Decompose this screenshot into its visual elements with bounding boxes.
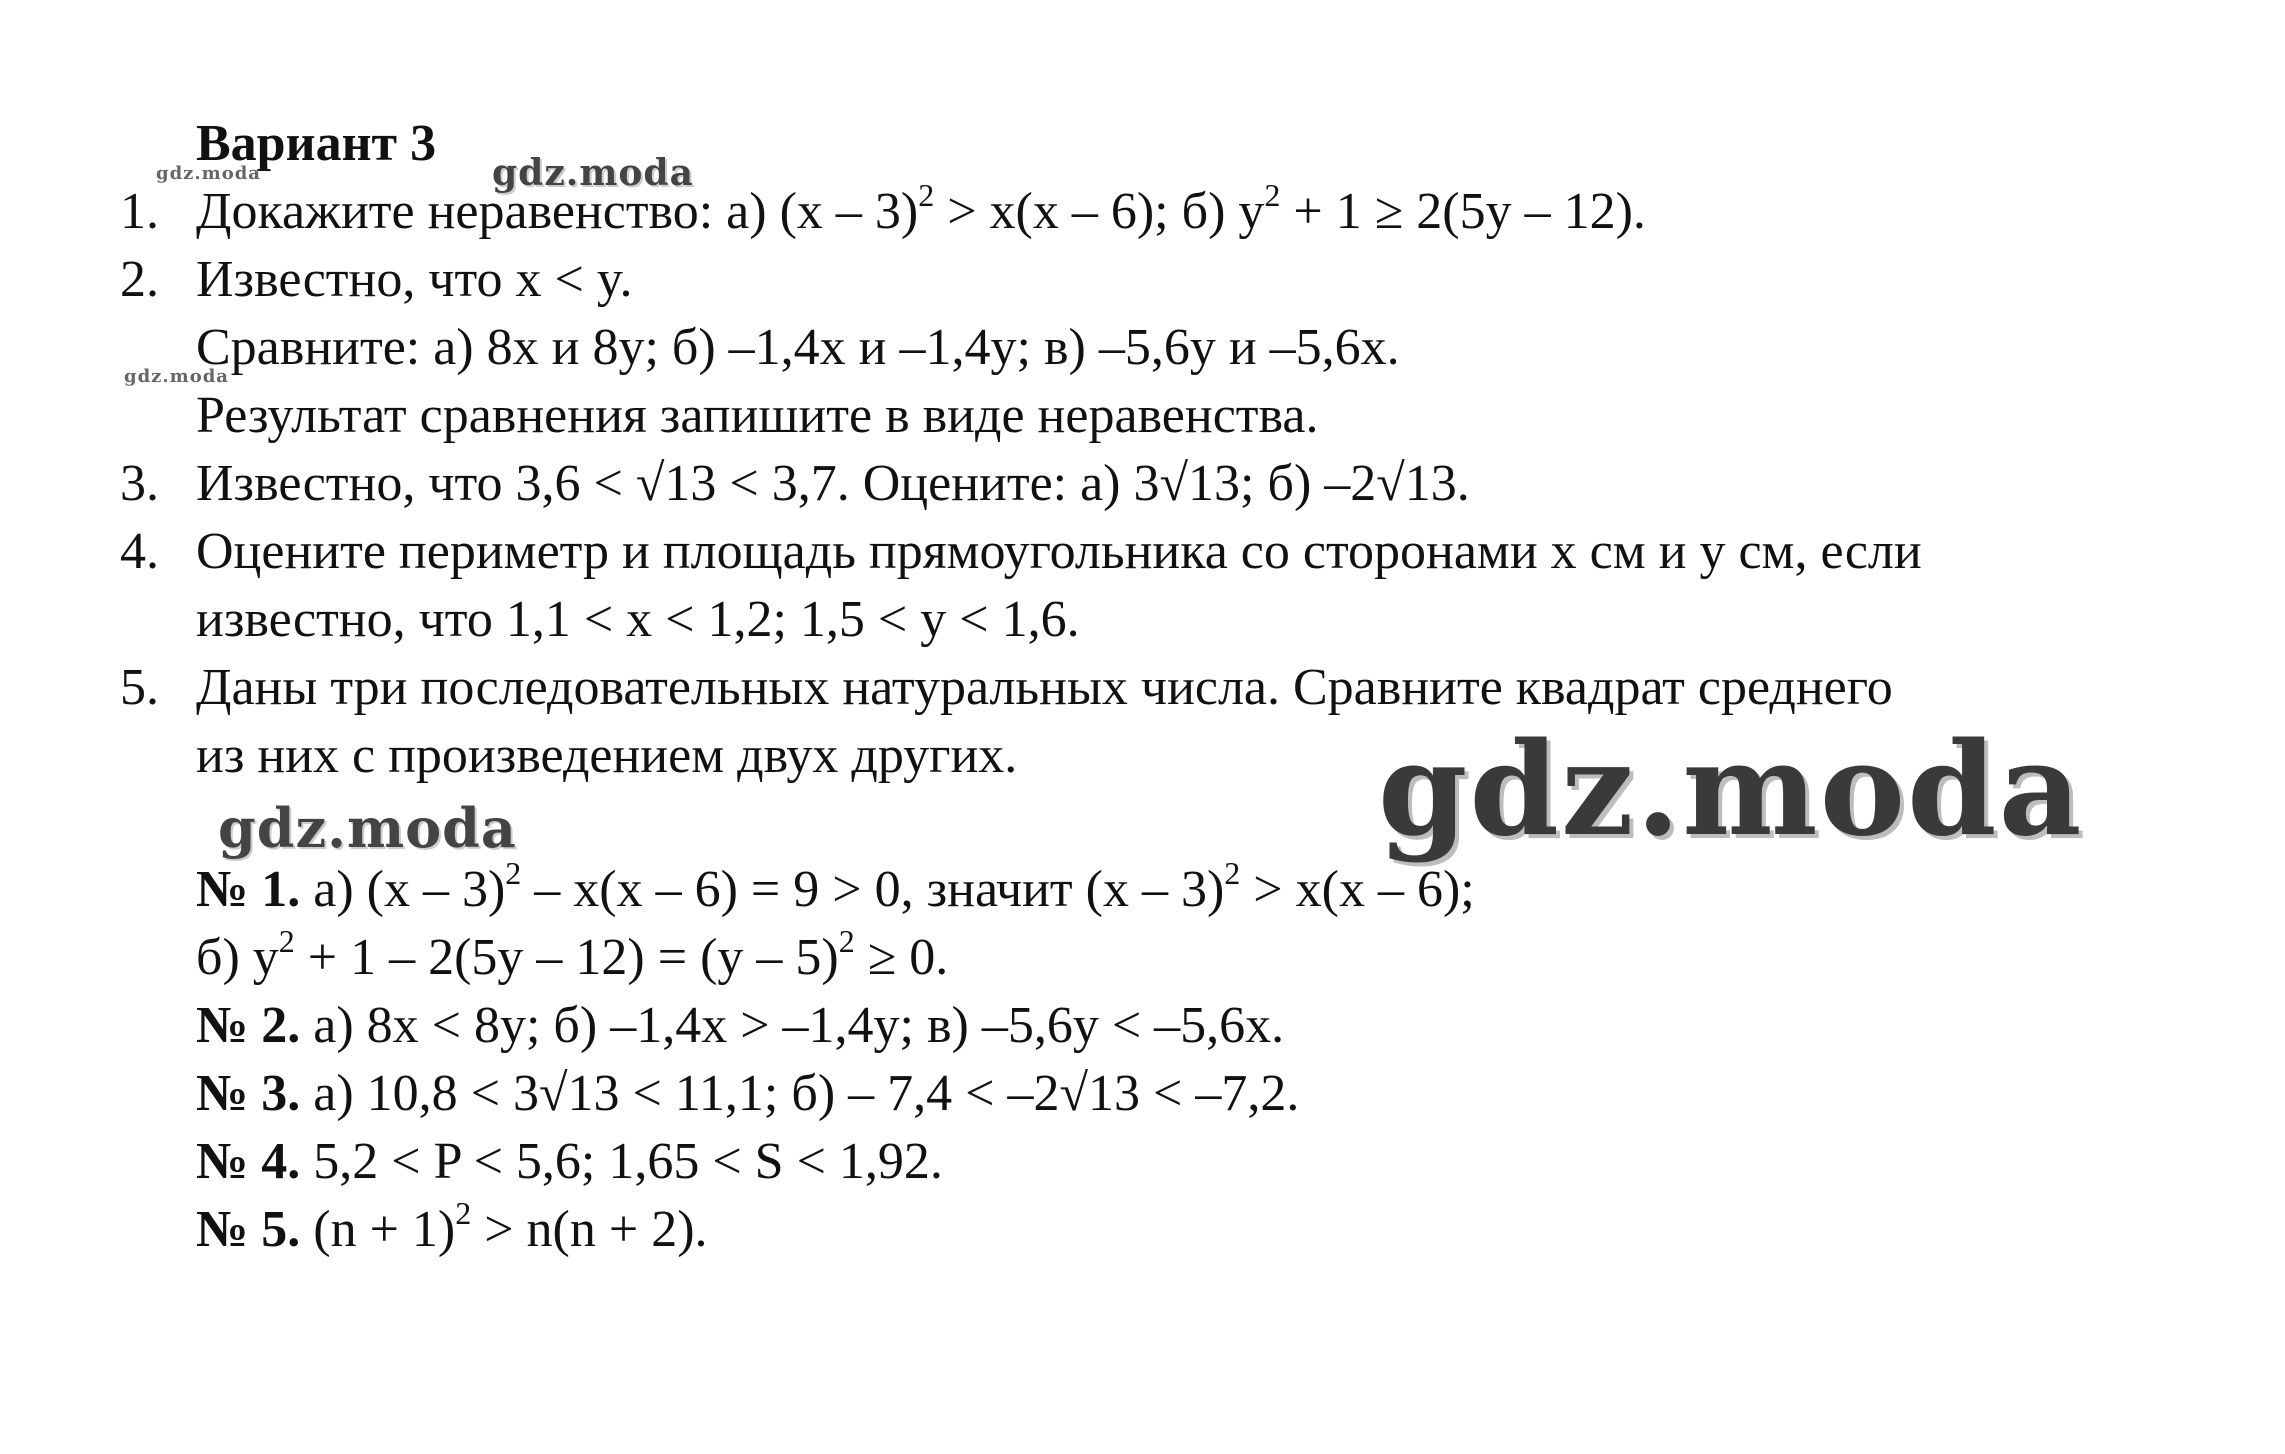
answer-2: № 2. а) 8x < 8y; б) –1,4x > –1,4y; в) –5,6y < –5,6x. (196, 997, 1285, 1054)
watermark-medium-2: gdz.moda (218, 796, 517, 860)
task-4-number: 4. (120, 523, 159, 580)
watermark-small-1: gdz.moda (156, 163, 261, 184)
answer-1a: № 1. а) (x – 3)$^2$ – x(x – 6) = 9 > 0, значит (x – 3)$^2$ > x(x – 6); (196, 854, 1475, 918)
watermark-large: gdz.moda (1378, 715, 2084, 865)
watermark-medium-1: gdz.moda (492, 152, 694, 194)
task-4-line-2: известно, что 1,1 < x < 1,2; 1,5 < y < 1,6. (196, 591, 1080, 648)
task-3-number: 3. (120, 455, 159, 512)
answer-1b: б) $y^2 + 1 - 2(5y - 12) = (y - 5)^2 \ge 0$. (196, 922, 949, 986)
answer-3: № 3. а) 10,8 < 3√13 < 11,1; б) – 7,4 < –2√13 < –7,2. (196, 1065, 1300, 1122)
task-4-line-1: Оцените периметр и площадь прямоугольника со сторонами x см и y см, если (196, 523, 1922, 580)
variant-title: Вариант 3 (196, 115, 437, 172)
task-5-line-2: из них с произведением двух других. (196, 727, 1018, 784)
task-1-number: 1. (120, 183, 159, 240)
answer-4: № 4. 5,2 < P < 5,6; 1,65 < S < 1,92. (196, 1133, 943, 1190)
task-2-line-2: Сравните: а) 8x и 8y; б) –1,4x и –1,4y; в) –5,6y и –5,6x. (196, 319, 1400, 376)
task-5-line-1: Даны три последовательных натуральных числа. Сравните квадрат среднего (196, 659, 1893, 716)
task-5-number: 5. (120, 659, 159, 716)
task-2-number: 2. (120, 251, 159, 308)
answer-5: № 5. $(n + 1)^2 > n(n + 2)$. (196, 1194, 708, 1258)
watermark-small-2: gdz.moda (124, 366, 229, 387)
task-3-line-1: Известно, что 3,6 < √13 < 3,7. Оцените: а) 3√13; б) –2√13. (196, 455, 1470, 512)
task-1-text: Докажите неравенство: а) (x – 3)$^2$ > x(x – 6); б) $y^2 + 1 \ge 2(5y - 12)$. (196, 176, 1646, 240)
task-2-line-1: Известно, что x < y. (196, 251, 633, 308)
task-2-line-3: Результат сравнения запишите в виде неравенства. (196, 387, 1319, 444)
